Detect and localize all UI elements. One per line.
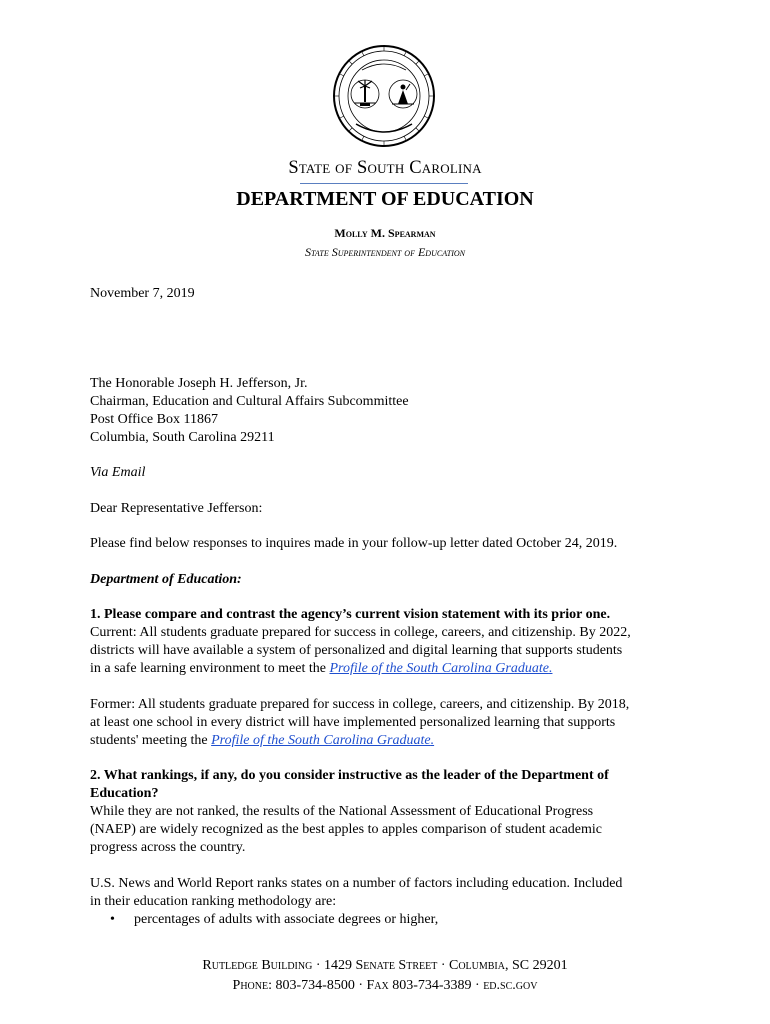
address-line: Columbia, South Carolina 29211 xyxy=(90,430,275,445)
usnews-paragraph xyxy=(90,875,690,911)
profile-graduate-link-period[interactable]: . xyxy=(430,733,435,748)
usnews-line: U.S. News and World Report ranks states on a number of factors including education. Included xyxy=(90,876,623,891)
former-vision-line: at least one school in every district will have implemented personalized learning that supports xyxy=(90,715,616,730)
letterhead-title: State Superintendent of Education xyxy=(304,245,466,259)
question-2-answer-line: (NAEP) are widely recognized as the best apples to apples comparison of student academic xyxy=(90,822,602,837)
intro-paragraph: Please find below responses to inquires made in your follow-up letter dated October 24, 2019. xyxy=(90,536,618,551)
question-2-text: Education? xyxy=(90,786,159,801)
current-vision-line: in a safe learning environment to meet the Profile of the South Carolina Graduate. xyxy=(90,661,553,676)
recipient-address xyxy=(90,375,690,447)
question-2-answer-line: While they are not ranked, the results of the National Assessment of Educational Progress xyxy=(90,804,594,819)
footer-contact: Phone: 803-734-8500 · Fax 803-734-3389 · ed.sc.gov xyxy=(232,978,538,993)
address-line: The Honorable Joseph H. Jefferson, Jr. xyxy=(90,376,308,391)
state-seal-image xyxy=(332,44,436,148)
profile-graduate-link-period[interactable]: . xyxy=(548,661,553,676)
current-vision-line: districts will have available a system of personalized and digital learning that supports students xyxy=(90,643,623,658)
question-1-text: 1. Please compare and contrast the agency’s current vision statement with its prior one. xyxy=(90,607,611,622)
delivery-method: Via Email xyxy=(90,465,146,480)
profile-graduate-link[interactable]: Profile of the South Carolina Graduate xyxy=(329,661,549,676)
salutation: Dear Representative Jefferson: xyxy=(90,501,263,516)
bullet-icon: • xyxy=(110,912,115,927)
letterhead-department: DEPARTMENT OF EDUCATION xyxy=(236,188,534,210)
list-item xyxy=(110,911,670,929)
footer-address: Rutledge Building · 1429 Senate Street · Columbia, SC 29201 xyxy=(202,958,568,973)
letterhead-state: State of South Carolina xyxy=(288,158,482,178)
section-heading: Department of Education: xyxy=(90,572,242,587)
question-2-text: 2. What rankings, if any, do you consider instructive as the leader of the Department of xyxy=(90,768,609,783)
letterhead-name: Molly M. Spearman xyxy=(334,226,436,240)
former-vision-line: students' meeting the Profile of the South Carolina Graduate. xyxy=(90,733,435,748)
former-vision-paragraph xyxy=(90,696,690,750)
former-vision-line: Former: All students graduate prepared for success in college, careers, and citizenship. By 2018, xyxy=(90,697,630,712)
current-vision-line: Current: All students graduate prepared for success in college, careers, and citizenship. By 2022, xyxy=(90,625,631,640)
address-line: Post Office Box 11867 xyxy=(90,412,218,427)
list-item-text: percentages of adults with associate degrees or higher, xyxy=(134,912,439,927)
question-2-answer-line: progress across the country. xyxy=(90,840,246,855)
letter-date: November 7, 2019 xyxy=(90,286,195,301)
profile-graduate-link[interactable]: Profile of the South Carolina Graduate xyxy=(211,733,431,748)
address-line: Chairman, Education and Cultural Affairs Subcommittee xyxy=(90,394,409,409)
usnews-line: in their education ranking methodology are: xyxy=(90,894,337,909)
question-1 xyxy=(90,606,690,678)
letterhead-divider xyxy=(300,183,468,184)
question-2 xyxy=(90,767,690,857)
